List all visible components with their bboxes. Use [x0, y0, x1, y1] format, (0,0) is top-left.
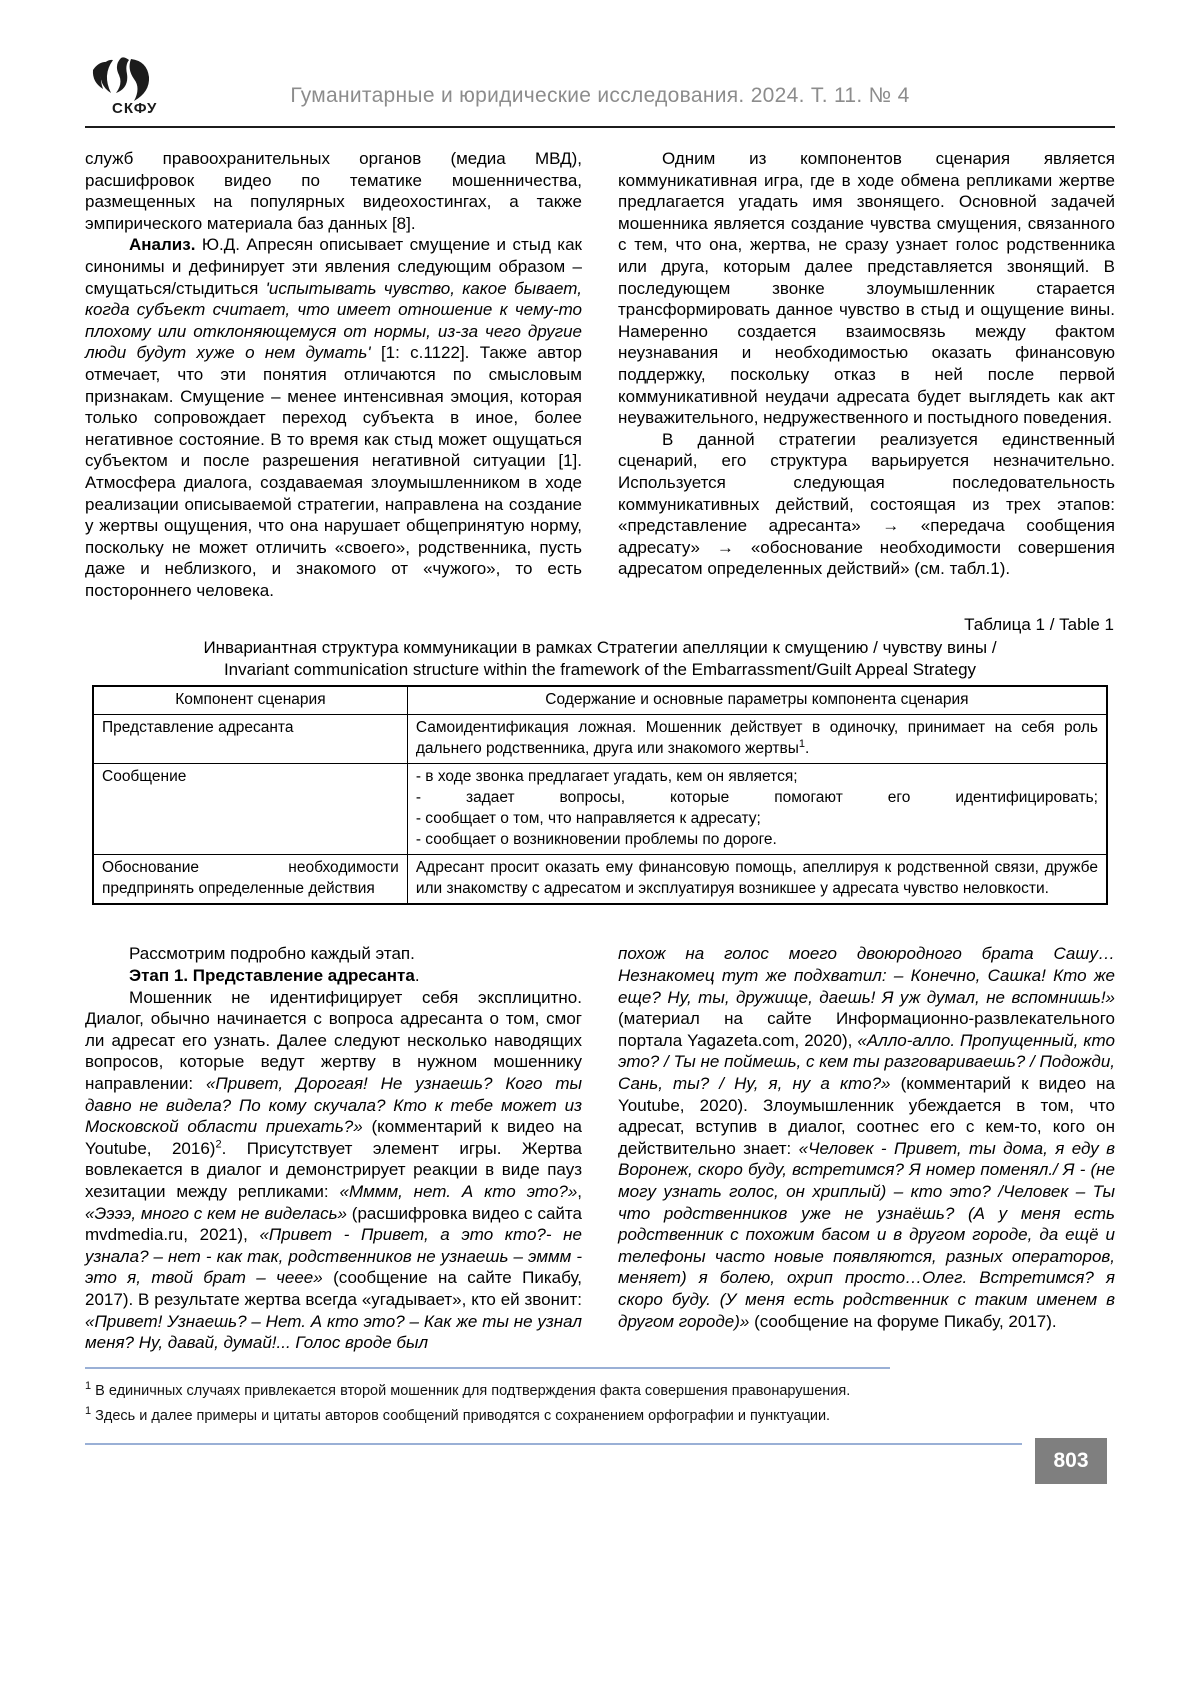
table-cell-line: - сообщает о возникновении проблемы по дороге. [415, 831, 777, 849]
text-run: . [414, 966, 420, 986]
paragraph [618, 943, 1115, 1332]
cell-component-1: Представление адресанта [93, 715, 407, 764]
footnote-1 [85, 1379, 1115, 1404]
logo-label: СКФУ [112, 100, 158, 117]
table-caption-en: Invariant communication structure within the framework of the Embarrassment/Guilt Appeal Strategy [223, 660, 977, 680]
text-run: 1 [798, 738, 806, 751]
text-run: Этап 1. Представление адресанта [129, 966, 415, 986]
table-row [93, 715, 1107, 764]
top-text-section [85, 148, 1115, 601]
footer-separator-line [85, 1443, 1022, 1445]
text-run: «Привет - Привет, а это кто?- не узнала? – нет - как так, родственников не узнаешь – эммм - это я, твой брат – чеее» [85, 1225, 582, 1288]
col-header-component: Компонент сценария [93, 686, 407, 715]
text-run: В данной стратегии реализуется единственный сценарий, его структура варьируется незначительно. Используется следующая последовательность коммуникативных действий, состоящая из трех этапов: «представление адресанта» → «передача сообщения адресату» → «обоснование необходимости совершения адресатом определенных действий» (см. табл.1). [618, 429, 1115, 579]
page-number-badge: 803 [1035, 1438, 1107, 1484]
text-run: Мошенник не идентифицирует себя эксплицитно. Диалог, обычно начинается с вопроса адресанта о том, смог ли адресат его узнать. Далее следуют несколько наводящих вопросов, которые ведут жертву в нужном мошеннику направлении: [85, 987, 582, 1094]
text-run: [1: с.1122]. Также автор отмечает, что эти понятия отличаются по смысловым признакам. Смущение – менее интенсивная эмоция, которая только сопровождает переход субъекта в иное, более негативное состояние. В то время как стыд может ощущаться субъектом и после разрешения негативной ситуации [1]. Атмосфера диалога, создаваемая злоумышленником в ходе реализации описываемой стратегии, направлена на создание у жертвы ощущения, что она нарушает общепринятую норму, поскольку не может отличить «своего», родственника, пусть даже и неблизкого, и знакомого от «чужого», то есть постороннего человека. [85, 343, 582, 600]
text-run: Адресант просит оказать ему финансовую помощь, апеллируя к родственной связи, дружбе или знакомству с адресатом и эксплуатируя возникшее у адресата чувство неловкости. [415, 859, 1098, 898]
table-cell-line: - задает вопросы, которые помогают его идентифицировать; [415, 789, 1098, 807]
text-run: похож на голос моего двоюродного брата Сашу… Незнакомец тут же подхватил: – Конечно, Сашка! Кто же еще? Ну, ты, дружище, даешь! Я уж думал, не вспомнишь!» [618, 944, 1115, 1007]
cell-component-2: Сообщение [93, 764, 407, 855]
text-run: (сообщение на сайте Пикабу, 2017). В результате жертва всегда «угадывает», кто ей звонит: [85, 1268, 582, 1309]
text-run: (расшифровка видео с сайта mvdmedia.ru, 2021), [85, 1203, 582, 1245]
col-header-content: Содержание и основные параметры компонента сценария [407, 686, 1107, 715]
text-run: «Ээээ, много с кем не виделась» [85, 1203, 347, 1223]
text-run: «Привет! Узнаешь? – Нет. А кто это? – Как же ты не узнал меня? Ну, давай, думай!... Голос вроде был [85, 1311, 582, 1353]
footnote-1-text: В единичных случаях привлекается второй мошенник для подтверждения факта совершения правонарушения. [91, 1382, 851, 1399]
footnote-separator-line [85, 1367, 890, 1369]
text-run: Анализ. [129, 235, 196, 255]
text-run: (комментарий к видео на Youtube, 2020). Злоумышленник убеждается в том, что адресат, вступив в диалог, соотнес его с кем-то, кого он действительно знает: [618, 1074, 1115, 1158]
paragraph [618, 429, 1115, 580]
text-run: (материал на сайте Информационно-развлекательного портала Yagazeta.com, 2020), [618, 1009, 1115, 1050]
journal-title: Гуманитарные и юридические исследования. 2024. Т. 11. № 4 [290, 84, 910, 107]
paragraph [618, 148, 1115, 429]
bottom-right-column [618, 943, 1115, 1353]
text-run: «Человек - Привет, ты дома, я еду в Воронеж, скоро буду, встретимся? Я номер поменял./ Я - (не могу узнать голос, он хриплый) – кто это? /Человек – Ты что родственников уже не узнаёшь? (А у меня есть родственник с похожим басом и в другом городе, да ещё и телефоны часто новые появляются, разных операторов, меняет) я болею, охрип просто…Олег. Встретимся? я скоро буду. (У меня есть родственник с таким именем в другом городе)» [618, 1138, 1115, 1331]
bottom-text-section [85, 943, 1115, 1353]
text-run: 'испытывать чувство, какое бывает, когда субъект считает, что имеет отношение к чему-то плохому или отклоняющемуся от нормы, из-за чего другие люди будут хуже о нем думать' [85, 278, 583, 363]
footnote-1-marker: 1 [85, 1379, 92, 1392]
cell-content-3 [407, 855, 1107, 905]
page-footer [85, 1438, 1115, 1484]
table-header-row [93, 686, 1107, 715]
top-left-column [85, 148, 582, 601]
table-label: Таблица 1 / Table 1 [964, 615, 1114, 635]
paragraph [85, 987, 582, 1354]
text-run: «Привет, Дорогая! Не узнаешь? Кого ты давно не видела? По кому скучала? Кто к тебе может из Московской области приехать?» [85, 1074, 582, 1137]
bottom-left-column [85, 943, 582, 1353]
paragraph [85, 943, 582, 965]
table-row [93, 764, 1107, 855]
university-logo [88, 56, 180, 122]
cell-content-2 [407, 764, 1107, 855]
text-run: Рассмотрим подробно каждый этап. [129, 944, 415, 964]
text-run: (комментарий к видео на Youtube, 2016) [85, 1117, 582, 1158]
text-run: «Мммм, нет. А кто это?» [339, 1182, 578, 1201]
cell-component-3: Обоснование необходимости предпринять определенные действия [93, 855, 407, 905]
cell-content-1 [407, 715, 1107, 764]
strategy-table [92, 685, 1108, 905]
text-run: Одним из компонентов сценария является коммуникативная игра, где в ходе обмена репликами жертве предлагается угадать имя звонящего. Основной задачей мошенника является создание чувства смущения, связанного с тем, что она, жертва, не сразу узнает голос родственника или друга, которым далее представляется звонящий. В последующем звонке злоумышленник старается трансформировать данное чувство в стыд и ощущение вины. Намеренно создается взаимосвязь между фактом неузнавания и необходимостью оказать финансовую поддержку, поскольку отказ в ней после первой коммуникативной неудачи адресата будет выглядеть как акт неуважительного, недружественного и постыдного поведения. [618, 149, 1115, 428]
text-run: Самоидентификация ложная. Мошенник действует в одиночку, принимает на себя роль дальнего родственника, друга или знакомого жертвы [415, 719, 1098, 758]
paragraph [85, 148, 582, 234]
text-run: . Присутствует элемент игры. Жертва вовлекается в диалог и демонстрирует реакции в виде пауз хезитации между репликами: [85, 1138, 582, 1201]
text-run: 2 [215, 1138, 222, 1151]
table-cell-line: - в ходе звонка предлагает угадать, кем он является; [415, 768, 798, 786]
footnote-2-marker: 1 [85, 1404, 92, 1417]
top-right-column [618, 148, 1115, 601]
footnote-2-text: Здесь и далее примеры и цитаты авторов сообщений приводятся с сохранением орфографии и пунктуации. [91, 1407, 831, 1424]
text-run: Ю.Д. Апресян описывает смущение и стыд как синонимы и дефинирует эти явления следующим образом – смущаться/стыдиться [85, 235, 582, 298]
page-header [85, 0, 1115, 128]
text-run: (сообщение на форуме Пикабу, 2017). [749, 1311, 1057, 1331]
text-run: . [805, 740, 810, 758]
text-run: служб правоохранительных органов (медиа МВД), расшифровок видео по тематике мошенничества, размещенных на популярных видеохостингах, а также эмпирического материала баз данных [8]. [85, 149, 582, 233]
text-run: , [577, 1182, 583, 1201]
paragraph [85, 965, 582, 987]
footnote-2 [85, 1404, 1115, 1429]
table-cell-line: - сообщает о том, что направляется к адресату; [415, 810, 761, 828]
text-run: «Алло-алло. Пропущенный, кто это? / Ты не поймешь, с кем ты разговариваешь? / Подожди, Сань, ты? / Ну, я, ну а кто?» [618, 1030, 1115, 1094]
table-row [93, 855, 1107, 905]
paragraph [85, 234, 582, 601]
table-caption-ru: Инвариантная структура коммуникации в рамках Стратегии апелляции к смущению / чувству вины / [203, 638, 997, 658]
